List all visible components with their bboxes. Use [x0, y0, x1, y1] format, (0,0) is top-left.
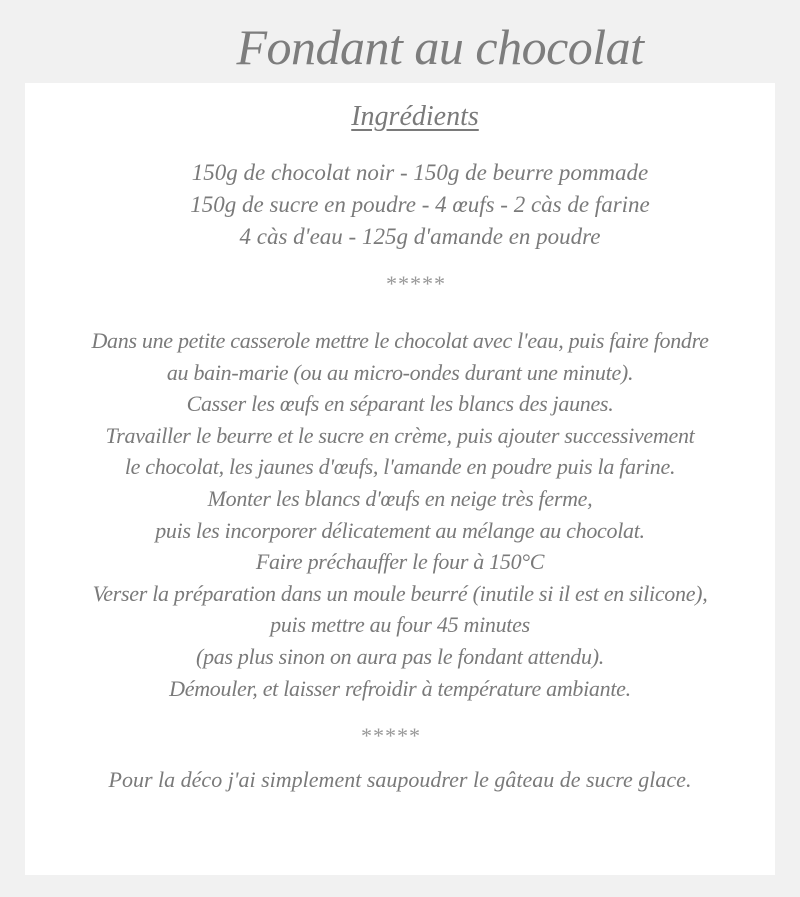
ingredient-line: 150g de chocolat noir - 150g de beurre pommade — [191, 160, 649, 185]
ingredients-heading: Ingrédients — [351, 101, 479, 132]
step-line: Travailler le beurre et le sucre en crème, puis ajouter successivement — [105, 422, 695, 448]
step-line: Casser les œufs en séparant les blancs des jaunes. — [186, 391, 614, 417]
separator: ***** — [385, 271, 445, 296]
ingredient-line: 150g de sucre en poudre - 4 œufs - 2 càs de farine — [190, 192, 650, 217]
decoration-note: Pour la déco j'ai simplement saupoudrer le gâteau de sucre glace. — [108, 767, 692, 792]
step-line: (pas plus sinon on aura pas le fondant attendu). — [196, 643, 604, 669]
step-line: Verser la préparation dans un moule beurré (inutile si il est en silicone), — [92, 580, 708, 606]
step-line: puis les incorporer délicatement au mélange au chocolat. — [155, 517, 645, 543]
recipe-title: Fondant au chocolat — [236, 19, 644, 75]
step-line: Dans une petite casserole mettre le chocolat avec l'eau, puis faire fondre — [91, 328, 709, 353]
step-line: Faire préchauffer le four à 150°C — [255, 549, 545, 575]
step-line: le chocolat, les jaunes d'œufs, l'amande en poudre puis la farine. — [124, 454, 676, 480]
ingredient-line: 4 càs d'eau - 125g d'amande en poudre — [239, 224, 601, 249]
separator: ***** — [360, 723, 420, 748]
step-line: au bain-marie (ou au micro-ondes durant une minute). — [166, 359, 634, 385]
recipe-panel — [25, 83, 775, 875]
recipe-steps — [25, 325, 775, 704]
step-line: Démouler, et laisser refroidir à température ambiante. — [169, 675, 631, 701]
step-line: Monter les blancs d'œufs en neige très ferme, — [207, 485, 593, 511]
ingredients-list — [25, 157, 800, 253]
step-line: puis mettre au four 45 minutes — [270, 612, 530, 638]
